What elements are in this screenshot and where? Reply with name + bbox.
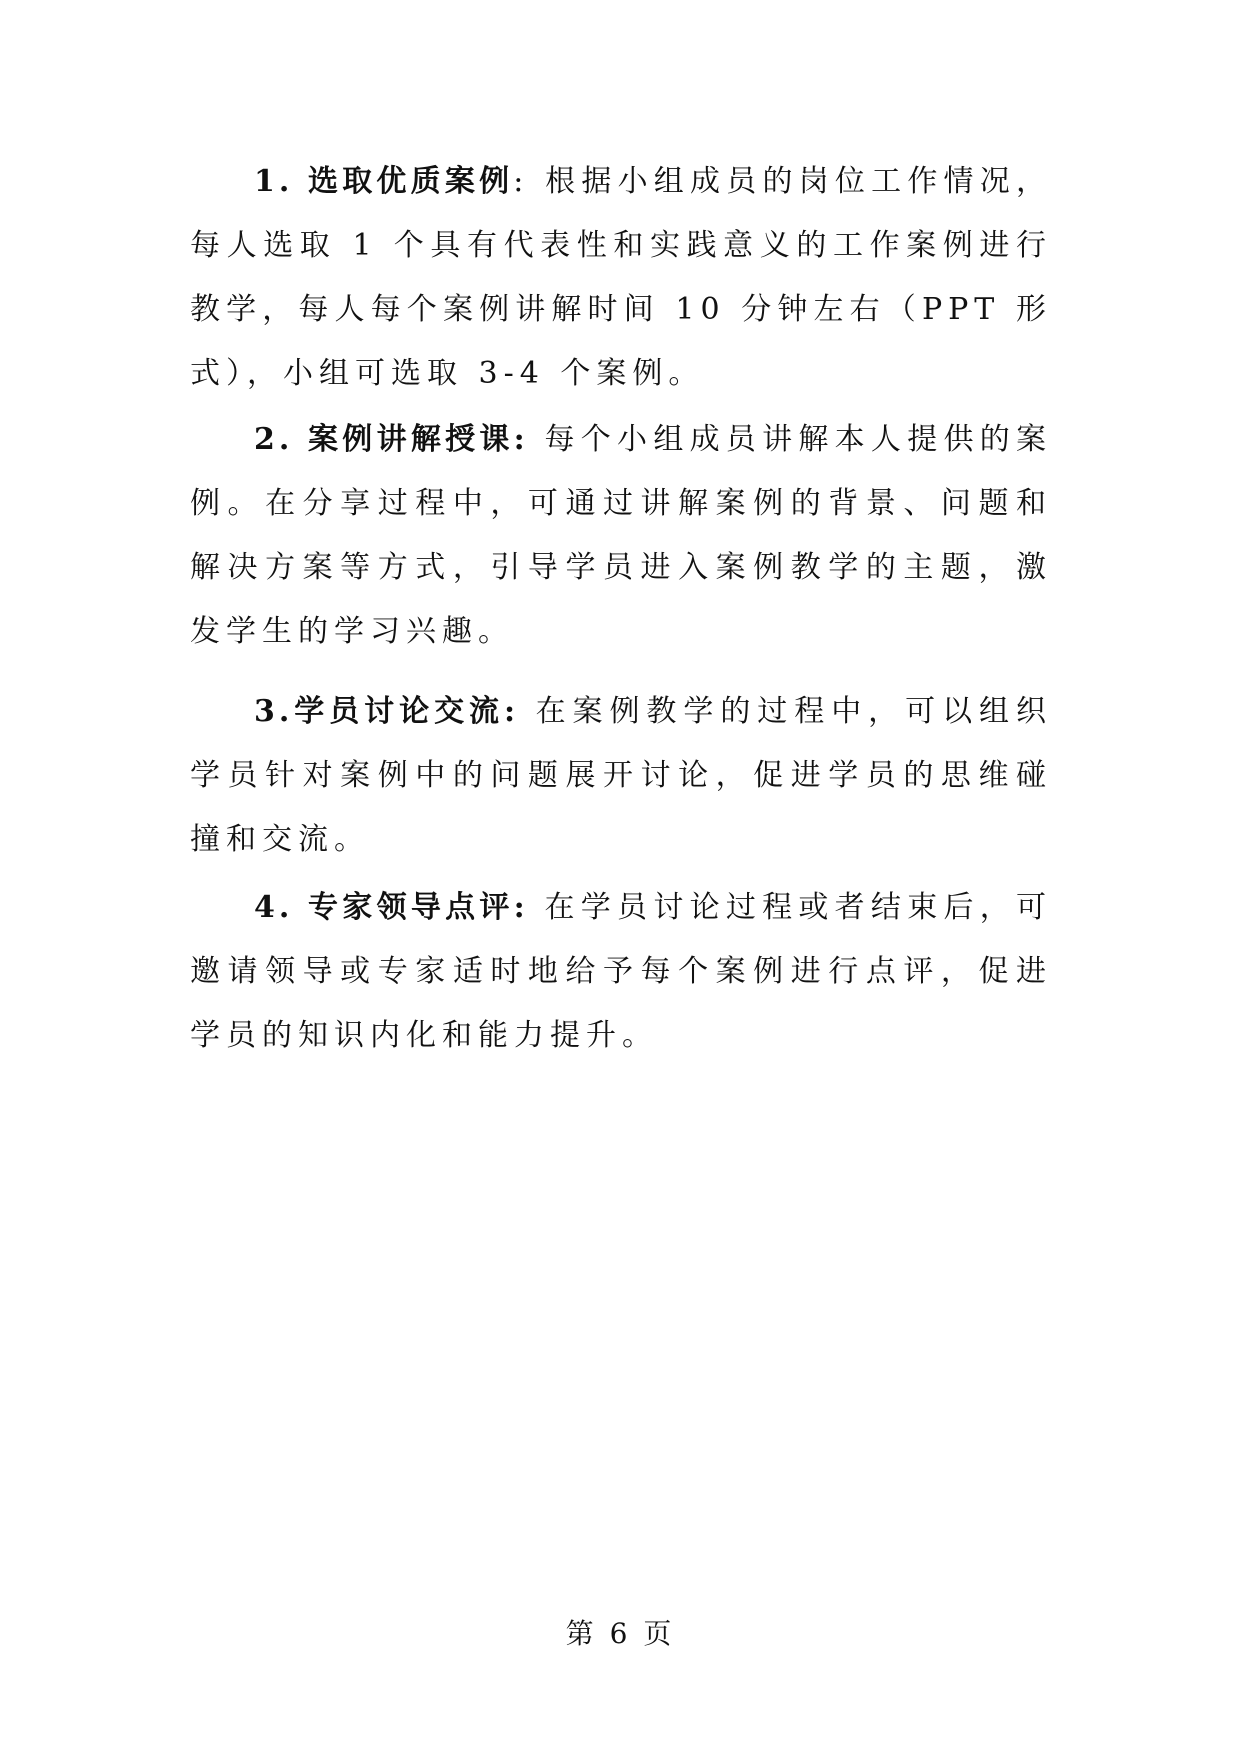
paragraph-1 bbox=[190, 150, 1052, 406]
footer-prefix: 第 bbox=[565, 1617, 598, 1650]
footer-suffix: 页 bbox=[643, 1617, 676, 1650]
paragraph-1-heading: 1. 选取优质案例 bbox=[254, 164, 514, 199]
paragraph-1-text: : 根据小组成员的岗位工作情况，每人选取 1 个具有代表性和实践意义的工作案例进行教学，每人每个案例讲解时间 10 分钟左右（PPT 形式），小组可选取 3-4 个案例。 bbox=[190, 164, 1052, 391]
paragraph-3 bbox=[190, 680, 1052, 872]
paragraph-4 bbox=[190, 876, 1052, 1068]
paragraph-4-heading: 4. 专家领导点评: bbox=[254, 890, 529, 925]
paragraph-2 bbox=[190, 408, 1052, 664]
page-number: 6 bbox=[609, 1617, 632, 1650]
paragraph-2-text: 每个小组成员讲解本人提供的案例。在分享过程中，可通过讲解案例的背景、问题和解决方案等方式，引导学员进入案例教学的主题，激发学生的学习兴趣。 bbox=[190, 422, 1052, 649]
document-body bbox=[190, 150, 1052, 1074]
paragraph-2-heading: 2. 案例讲解授课: bbox=[254, 422, 529, 457]
paragraph-3-text: 在案例教学的过程中，可以组织学员针对案例中的问题展开讨论，促进学员的思维碰撞和交流。 bbox=[190, 694, 1052, 857]
page-footer bbox=[0, 1612, 1241, 1652]
paragraph-3-heading: 3.学员讨论交流: bbox=[254, 694, 520, 729]
paragraph-4-text: 在学员讨论过程或者结束后，可邀请领导或专家适时地给予每个案例进行点评，促进学员的知识内化和能力提升。 bbox=[190, 890, 1052, 1053]
